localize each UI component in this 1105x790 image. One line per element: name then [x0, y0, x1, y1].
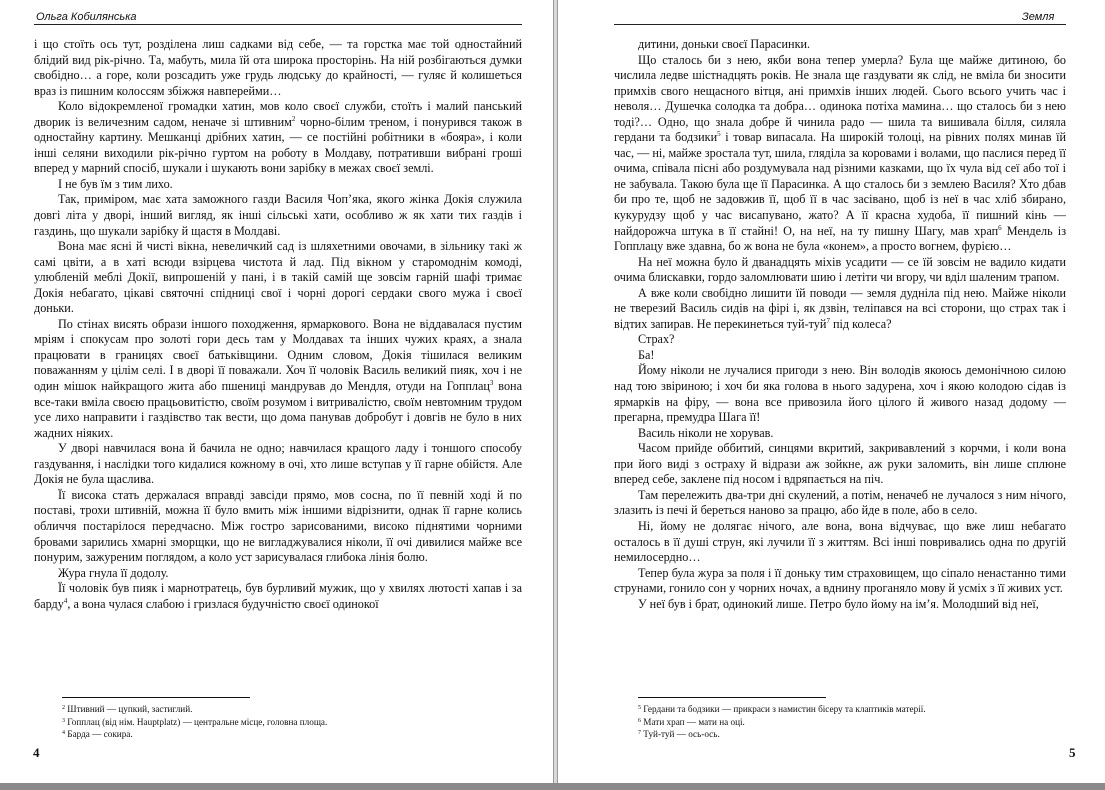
header-rule	[34, 24, 522, 25]
paragraph	[614, 519, 1066, 566]
text-run: Жура гнула її додолу.	[58, 565, 169, 580]
text-run: вона все-таки вміла своєю працьовитістю, своїм розумом і витривалістю, своїм невтомним трудом усе лихо направити і газдівство так вести, що дома панував добробут і довгів не було в них жадних ніяких.	[34, 379, 522, 440]
right-page	[558, 0, 1105, 783]
text-run: Гердани та бодзики — прикраси з намистин бісеру та клаптиків матерії.	[641, 704, 926, 714]
footnote-ref: 4	[63, 596, 68, 605]
paragraph	[614, 332, 1066, 348]
footnote-ref: 7	[638, 730, 641, 737]
text-run: Часом прийде оббитий, синцями вкритий, закривавлений з корчми, і коли вона при його виді з остраху й відрази аж зойкне, аж руки заломить, він лише сплюне вперед себе, заклене під носом і вдряпається на піч.	[614, 441, 1066, 487]
paragraph	[34, 239, 522, 317]
body-text	[34, 37, 522, 612]
text-run: По стінах висять образи іншого походження, ярмаркового. Вона не віддавалася пустим мріям і спокусам про золоті гори десь там у Молдавах та інших чужих краях, а знала працювати в границях своєї батьківщини. Одним словом, Докія тішилася великим поважанням у цілім селі. І в дворі її поважали. Хоч її чоловік Василь великий пияк, хоч і не один мішок найкращого жита або пшениці мандрував до Мендля, отуди на Гопплац	[34, 316, 522, 394]
footnote-ref: 4	[62, 730, 65, 737]
running-head-title: Земля	[1022, 11, 1055, 23]
page-number: 4	[33, 745, 40, 760]
text-run: Так, приміром, має хата заможного газди Василя Чоп’яка, якого жінка Докія служила довгі літа у дворі, інший вигляд, як інші сільські хати, особливо ж як хати тих газдів і газдинь, що шукали зарібку й щастя в Молдаві.	[34, 192, 522, 238]
footnote	[62, 716, 502, 729]
text-run: У дворі навчилася вона й бачила не одно; навчилася кращого ладу і тоншого способу газдування, і наслідки того кидалися кожному в очі, хто лише вступав у її гарне обійстя. Але Докія не була щаслива.	[34, 441, 522, 487]
footnote-ref: 3	[489, 379, 494, 388]
footnote	[62, 728, 502, 741]
header-rule	[614, 24, 1066, 25]
paragraph	[34, 192, 522, 239]
footnote	[638, 703, 1058, 716]
left-page	[0, 0, 553, 783]
footnote-rule	[62, 697, 250, 698]
text-run: Коло відокремленої громадки хатин, мов коло своєї служби, стоїть і малий панський дворик із величезним садом, неначе зі штивним	[34, 99, 522, 129]
paragraph	[34, 177, 522, 193]
footnote-ref: 6	[998, 223, 1002, 232]
paragraph	[614, 426, 1066, 442]
text-run: Гопплац (від нім. Hauptplatz) — центральне місце, головна площа.	[65, 716, 328, 727]
text-run: Мати храп — мати на оці.	[641, 716, 745, 727]
body-text	[614, 37, 1066, 612]
text-run: У неї був і брат, одинокий лише. Петро було йому на ім’я. Молодший від неї,	[638, 596, 1039, 611]
paragraph	[614, 441, 1066, 488]
gutter-left-edge	[553, 0, 554, 783]
text-run: Її висока стать держалася вправді завсіди прямо, мов сосна, по її певній ході й по поставі, трохи штивній, можна її було вмить між іншими відрізнити, однак її гарне колись обличчя постарілося передчасно. Між гостро зарисованими, високо піднятими чорними бровами зарились хмарні зморщки, що не вигладжувалися ніколи, її очі дивилися майже все понурим, зажуреним поглядом, а коло уст зарисувалася глибока лінія болю.	[34, 487, 522, 565]
paragraph	[614, 37, 1066, 53]
text-run: Штивний — цупкий, застиглий.	[65, 704, 193, 714]
bottom-scroll-bar	[0, 783, 1105, 790]
text-run: Туй-туй — ось-ось.	[641, 729, 720, 740]
paragraph	[614, 566, 1066, 597]
text-run: і що стоїть ось тут, розділена лиш садками від себе, — та горстка має той одностайний блідий вид рік-річно. Та, мабуть, мила їй ота широка просторінь. На ній розбігаються думки свобідно… а горе, коли розсадить уже грудь людську до крайності, — гуляє й колишеться враз із пишним колоссям збіжжя навперейми…	[34, 37, 522, 98]
paragraph	[614, 348, 1066, 364]
text-run: Василь ніколи не хорував.	[638, 425, 774, 440]
footnotes	[638, 703, 1058, 741]
footnotes	[62, 703, 502, 741]
text-run: чорно-білим треном, і понурився також в одностайну картину. Мешканці дрібних хатин, — се постійні робітники в «бояра», і коли інші селяни виходили рік-річно гуртом на роботу в Молдаву, потративши вибрані гроші вперед у марний спосіб, шукали і шукають вони зарібку в межах своєї землі.	[34, 114, 522, 176]
footnote-ref: 2	[291, 114, 296, 123]
text-run: Вона має ясні й чисті вікна, невеличкий сад із шляхетними овочами, в зільнику такі ж самі цвіти, а в хаті всюди взірцева чистота й лад. Під вікном у старомоднім комоді, улюбленій меблі Докії, випрошеній у пані, і в такій самій ще зовсім гарній шафі тримає Докія небагато, цікаві святочні спідниці свої і чорні дорогі сердаки свого мужа і своєї доньки.	[34, 239, 522, 316]
page-number: 5	[1069, 745, 1076, 760]
footnote	[62, 703, 502, 716]
paragraph	[34, 37, 522, 99]
text-run: Ні, йому не долягає нічого, але вона, вона відчуває, що вже лиш небагато осталось в її душі струн, які лучили її з життям. Всі інші повривались одна по другій немилосердно…	[614, 518, 1066, 565]
text-run: Тепер була жура за поля і її доньку тим страховищем, що сіпало ненастанно тими струнами, гонило сон у чорних ночах, а вднину проганяло мову й усміх з її живих уст.	[614, 565, 1066, 596]
text-run: Мендель із Гопплацу вже здавна, бо ж вона не була «конем», а просто вогнем, фурією…	[614, 223, 1067, 254]
text-run: і товар випасала. На широкій толоці, на рівних полях минав їй час, — ні, майже зростала тут, шила, гляділа за коровами і волами, що паслися перед її очима, співала пісні або роздумувала над різними казками, що їх чула від сеї або тої і не забувала. Такою була ще її Парасинка. А що сталось би з землею Василя? Хто дбав би про те, щоб не задовжив її, щоб її в час засівано, щоб із неї в час хліб збирано, кукурудзу щоб у час висапувано, жато? А її красна худоба, її пишний кінь — найдорожча штука в її стайні! О, на неї, на ту пишну Шагу, мав храп	[614, 130, 1067, 238]
footnote	[638, 716, 1058, 729]
text-run: Ба!	[638, 347, 655, 362]
footnote-rule	[638, 697, 826, 698]
paragraph	[614, 488, 1066, 519]
text-run: Її чоловік був пияк і марнотратець, був бурливий мужик, що у хвилях лютості хапав і за барду	[34, 581, 522, 611]
text-run: На неї можна було й дванадцять міхів усадити — се їй зовсім не вадило кидати очима блискавки, гордо заломлювати шию і летіти чи вгору, чи вділ шаленим трапом.	[614, 254, 1066, 285]
text-run: Що сталось би з нею, якби вона тепер умерла? Була ще майже дитиною, бо числила ледве шістнадцять років. Не знала ще газдувати як слід, не вміла би зносити примхів свого нещасного вітця, ані примхів інших людей. Сього всього учить час і неволя… Душечка солодка та добра… одинока потіха мамина… що сталось би з нею тоді?… Одно, що знала добре й чинила радо — шила та вишивала білля, силяла гердани та бодзики	[614, 52, 1066, 145]
footnote-ref: 5	[717, 130, 721, 139]
paragraph	[34, 566, 522, 582]
footnote-ref: 5	[638, 705, 641, 711]
paragraph	[614, 53, 1066, 255]
text-run: Барда — сокира.	[65, 729, 133, 740]
text-run: Там перележить два-три дні скулений, а потім, неначеб не лучалося з ним нічого, злазить із печі й береться наново за працю, або йде в поле, або в село.	[614, 487, 1066, 518]
paragraph	[34, 99, 522, 177]
footnote-ref: 7	[826, 316, 830, 325]
paragraph	[614, 286, 1066, 333]
paragraph	[614, 363, 1066, 425]
footnote	[638, 728, 1058, 741]
footnote-ref: 6	[638, 717, 641, 724]
footnote-ref: 3	[62, 717, 65, 724]
paragraph	[34, 488, 522, 566]
text-run: Страх?	[638, 332, 675, 347]
paragraph	[34, 317, 522, 441]
text-run: під колеса?	[829, 316, 892, 331]
text-run: Йому ніколи не лучалися пригоди з нею. Він володів якоюсь демонічною силою над тою звіриною; і хоч би яка голова в нього задурена, хоч і якою колодою сідав із ярмарків на фіру, — вона все привозила його цілого й живого назад додому — прегарна, премудра Шага її!	[614, 363, 1066, 425]
text-run: дитини, доньки своєї Парасинки.	[638, 37, 811, 51]
text-run: А вже коли свобідно лишити їй поводи — земля дудніла під нею. Майже ніколи не тверезий Василь сидів на фірі і, як дзвін, теліпався на всі сторони, що страх так і відтих запирав. Не перекинеться туй-туй	[614, 285, 1066, 331]
paragraph	[614, 255, 1066, 286]
paragraph	[34, 581, 522, 612]
running-head-author: Ольга Кобилянська	[36, 11, 137, 23]
paragraph	[614, 597, 1066, 613]
text-run: І не був їм з тим лихо.	[58, 176, 173, 191]
footnote-ref: 2	[62, 705, 65, 711]
text-run: , а вона чулася слабою і гризлася будучністю своєї одинокої	[67, 596, 379, 611]
paragraph	[34, 441, 522, 488]
